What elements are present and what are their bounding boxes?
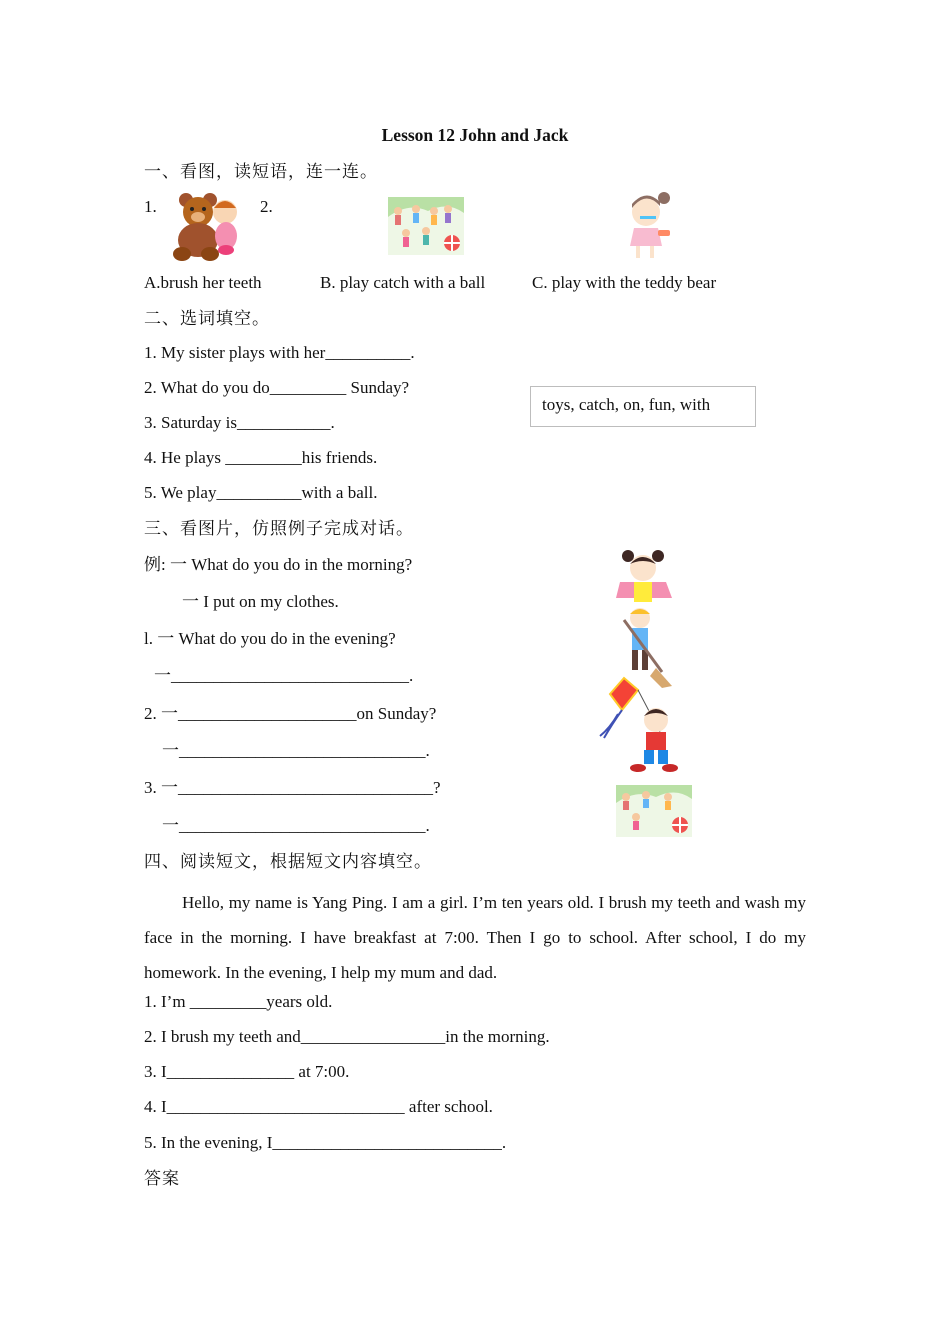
reading-item-4: 4. I____________________________ after school. [144,1097,493,1116]
example-question: 例: 一 What do you do in the morning? [144,555,413,574]
dialog-question-1: l. 一 What do you do in the evening? [144,629,396,648]
reading-passage: Hello, my name is Yang Ping. I am a girl. I’m ten years old. I brush my teeth and wash my face in the morning. I have breakfast at 7:00. Then I go to school. After school, I do my homework. In the evening, I help my mum and dad. [144,893,806,982]
teddy-bear-picture [170,190,240,262]
reading-item-2: 2. I brush my teeth and_________________in the morning. [144,1027,550,1046]
girl-dressing-picture [612,548,676,606]
reading-item-3: 3. I_______________ at 7:00. [144,1062,350,1081]
fill-item-2: 2. What do you do_________ Sunday? [144,378,410,397]
fill-item-1: 1. My sister plays with her__________. [144,343,415,362]
dialog-answer-2: 一_____________________________. [162,741,430,760]
picture-number-1: 1. [144,197,157,216]
dialog-question-2: 2. 一_____________________on Sunday? [144,704,437,723]
fill-item-5: 5. We play__________with a ball. [144,483,378,502]
answer-label: 答案 [144,1169,180,1188]
dialog-answer-1: 一____________________________. [154,666,414,685]
section2-heading: 二、选词填空。 [144,309,270,328]
word-bank-box [530,386,756,427]
boy-flying-kite-picture [598,676,684,776]
page-title: Lesson 12 John and Jack [381,125,569,145]
option-b: B. play catch with a ball [320,273,486,292]
kids-playing-ball-picture [388,197,464,255]
section1-heading: 一、看图，读短语，连一连。 [144,162,378,181]
dialog-answer-3: 一_____________________________. [162,816,430,835]
reading-item-5: 5. In the evening, I___________________________. [144,1133,507,1152]
example-answer: 一 I put on my clothes. [182,592,339,611]
dialog-question-3: 3. 一______________________________? [144,778,441,797]
picture-number-2: 2. [260,197,273,216]
fill-item-3: 3. Saturday is___________. [144,413,335,432]
fill-item-4: 4. He plays _________his friends. [144,448,378,467]
option-a: A.brush her teeth [144,273,262,292]
kids-playing-picture-2 [616,785,692,837]
section3-heading: 三、看图片，仿照例子完成对话。 [144,519,414,538]
option-c: C. play with the teddy bear [532,273,717,292]
word-bank-text: toys, catch, on, fun, with [542,395,711,414]
girl-brushing-teeth-picture [622,190,678,260]
reading-item-1: 1. I’m _________years old. [144,992,333,1011]
section4-heading: 四、阅读短文，根据短文内容填空。 [144,852,432,871]
